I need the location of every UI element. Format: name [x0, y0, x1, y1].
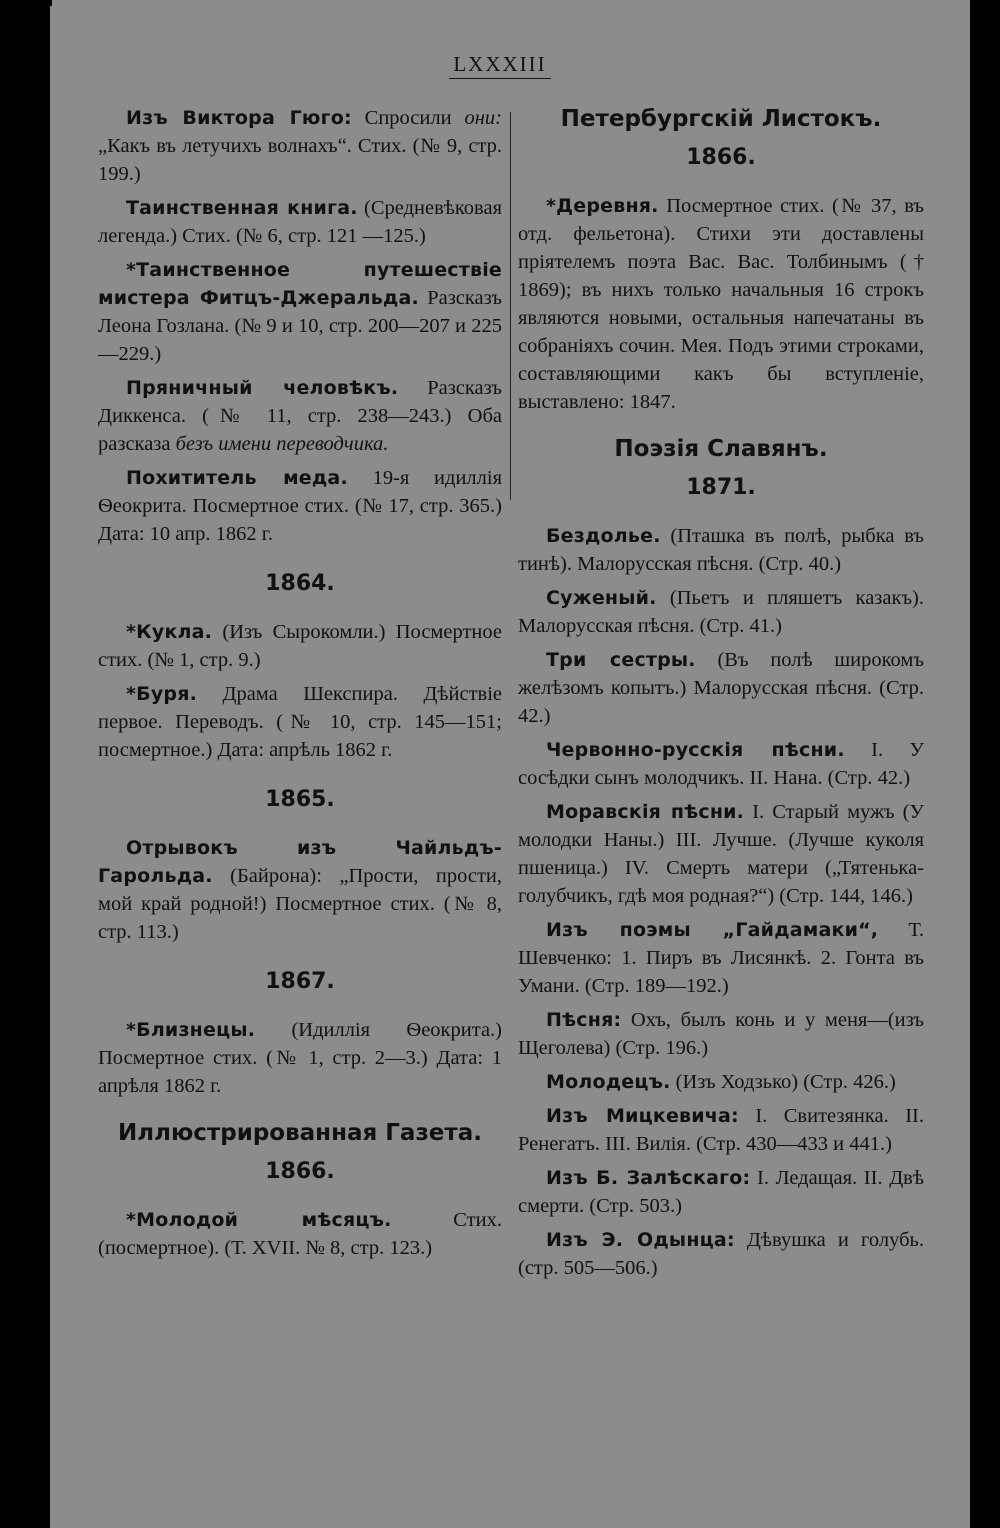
entry-red-russian-songs — [518, 736, 924, 792]
entry-title: Пѣсня: — [546, 1009, 622, 1031]
entry-text: Драма Шекспира. Дѣйствіе первое. Переводъ. (№ 10, стр. 145—151; посмертное.) Дата: апрѣль 1862 г. — [98, 683, 502, 761]
entry-text: Т. Шевченко: 1. Пиръ въ Лисянкѣ. 2. Гонта въ Умани. (Стр. 189—192.) — [518, 919, 924, 997]
entry-twins — [98, 1016, 502, 1100]
year-heading-1867: 1867. — [265, 969, 335, 994]
entry-title: Моравскія пѣсни. — [546, 801, 745, 823]
left-column — [98, 104, 502, 1268]
entry-title: Молодецъ. — [546, 1071, 671, 1093]
year-heading-1866: 1866. — [686, 145, 756, 170]
entry-text: I. Свитезянка. II. Ренегатъ. III. Вилія. (Стр. 430—433 и 441.) — [518, 1105, 924, 1155]
page-number: LXXXIII — [449, 52, 550, 79]
column-divider — [510, 112, 511, 500]
entry-text: Охъ, былъ конь и у меня—(изъ Щеголева) (Стр. 196.) — [518, 1009, 924, 1059]
entry-text: (Пташка въ полѣ, рыбка въ тинѣ). Малорусская пѣсня. (Стр. 40.) — [518, 525, 924, 575]
section-heading-slavic-poetry: Поэзія Славянъ. — [614, 436, 828, 462]
entry-haidamaky — [518, 916, 924, 1000]
entry-italic: безъ имени переводчика. — [175, 433, 389, 455]
section-heading-illustrated-gazette: Иллюстрированная Газета. — [118, 1120, 482, 1146]
entry-text: I. Старый мужъ (У молодки Наны.) III. Лучше. (Лучше куколя пшеница.) IV. Смерть матери („Тятенька-голубчикъ, гдѣ моя родная?“) (Стр. 144, 146.) — [518, 801, 924, 907]
entry-mickiewicz — [518, 1102, 924, 1158]
entry-title: Изъ Мицкевича: — [546, 1105, 739, 1127]
entry-song — [518, 1006, 924, 1062]
entry-text: Спросили — [351, 107, 465, 129]
entry-title: Изъ поэмы „Гайдамаки“, — [546, 919, 879, 941]
page-number-header — [0, 52, 1000, 77]
entry-title: Похититель меда. — [126, 467, 348, 489]
entry-text: I. У сосѣдки сынъ молодчикъ. II. Нана. (Стр. 42.) — [518, 739, 924, 789]
entry-title: *Таинственное путешествіе мистера Фитцъ-Джеральда. — [98, 259, 502, 309]
year-heading-1864: 1864. — [265, 571, 335, 596]
entry-hugo — [98, 104, 502, 188]
right-column — [518, 104, 924, 1288]
entry-title: *Молодой мѣсяцъ. — [126, 1209, 392, 1231]
year-heading-1866-gazette: 1866. — [265, 1159, 335, 1184]
entry-gingerbread-man — [98, 374, 502, 458]
entry-title: *Близнецы. — [126, 1019, 256, 1041]
entry-title: *Деревня. — [546, 195, 659, 217]
entry-text: I. Ледащая. II. Двѣ смерти. (Стр. 503.) — [518, 1167, 924, 1217]
entry-text: (Въ полѣ широкомъ желѣзомъ копытъ.) Малорусская пѣсня. (Стр. 42.) — [518, 649, 924, 727]
entry-honey-thief — [98, 464, 502, 548]
entry-text: (Пьетъ и пляшетъ казакъ). Малорусская пѣсня. (Стр. 41.) — [518, 587, 924, 637]
entry-tempest — [98, 680, 502, 764]
entry-title: Суженый. — [546, 587, 657, 609]
entry-mysterious-book — [98, 194, 502, 250]
entry-title: Изъ Э. Одынца: — [546, 1229, 735, 1251]
entry-title: Пряничный человѣкъ. — [126, 377, 399, 399]
entry-text: (Изъ Ходзько) (Стр. 426.) — [670, 1071, 896, 1093]
entry-text: Разсказъ Диккенса. (№ 11, стр. 238—243.) Оба разсказа — [98, 377, 502, 455]
entry-text: (Байрона): „Прости, прости, мой край родной!) Посмертное стих. (№ 8, стр. 113.) — [98, 865, 502, 943]
entry-text: Стих. (посмертное). (Т. XVII. № 8, стр. 123.) — [98, 1209, 502, 1259]
scan-edge-mark — [0, 0, 52, 6]
entry-childe-harold — [98, 834, 502, 946]
entry-text: Дѣвушка и голубь. (стр. 505—506.) — [518, 1229, 925, 1279]
entry-text: Посмертное стих. (№ 37, въ отд. фельетона). Стихи эти доставлены пріятелемъ поэта Вас. Вас. Толбинымъ († 1869); въ нихъ только начальныя 16 строкъ являются новыми, остальныя напечатаны въ собраніяхъ сочин. Мея. Подъ этими строками, составляющими какъ бы вступленіе, выставлено: 1847. — [518, 195, 924, 413]
entry-moravian-songs — [518, 798, 924, 910]
entry-doll — [98, 618, 502, 674]
entry-title: Отрывокъ изъ Чайльдъ-Гарольда. — [98, 837, 502, 887]
entry-molodets — [518, 1068, 924, 1096]
entry-title: Три сестры. — [546, 649, 696, 671]
entry-three-sisters — [518, 646, 924, 730]
entry-zaleski — [518, 1164, 924, 1220]
entry-title: *Кукла. — [126, 621, 213, 643]
entry-italic: они: — [464, 107, 502, 129]
entry-title: Бездолье. — [546, 525, 661, 547]
entry-text: (Идиллія Ѳеокрита.) Посмертное стих. (№ 1, стр. 2—3.) Дата: 1 апрѣля 1862 г. — [98, 1019, 502, 1097]
year-heading-1871: 1871. — [686, 475, 756, 500]
entry-text: (Изъ Сырокомли.) Посмертное стих. (№ 1, стр. 9.) — [98, 621, 502, 671]
entry-title: Таинственная книга. — [126, 197, 358, 219]
entry-text: „Какъ въ летучихъ волнахъ“. Стих. (№ 9, стр. 199.) — [98, 135, 502, 185]
entry-young-moon — [98, 1206, 502, 1262]
entry-suzheny — [518, 584, 924, 640]
entry-fitzgerald — [98, 256, 502, 368]
year-heading-1865: 1865. — [265, 787, 335, 812]
entry-title: Изъ Виктора Гюго: — [126, 107, 352, 129]
entry-text: Разсказъ Леона Гозлана. (№ 9 и 10, стр. 200—207 и 225—229.) — [98, 287, 502, 365]
entry-bezdolye — [518, 522, 924, 578]
entry-text: 19-я идиллія Ѳеокрита. Посмертное стих. (№ 17, стр. 365.) Дата: 10 апр. 1862 г. — [98, 467, 502, 545]
entry-title: Изъ Б. Залѣскаго: — [546, 1167, 751, 1189]
section-heading-petersburg-leaflet: Петербургскій Листокъ. — [560, 106, 882, 132]
entry-odyniec — [518, 1226, 924, 1282]
entry-title: Червонно-русскія пѣсни. — [546, 739, 845, 761]
entry-text: (Средневѣковая легенда.) Стих. (№ 6, стр. 121 —125.) — [98, 197, 502, 247]
entry-title: *Буря. — [126, 683, 198, 705]
entry-village — [518, 192, 924, 416]
